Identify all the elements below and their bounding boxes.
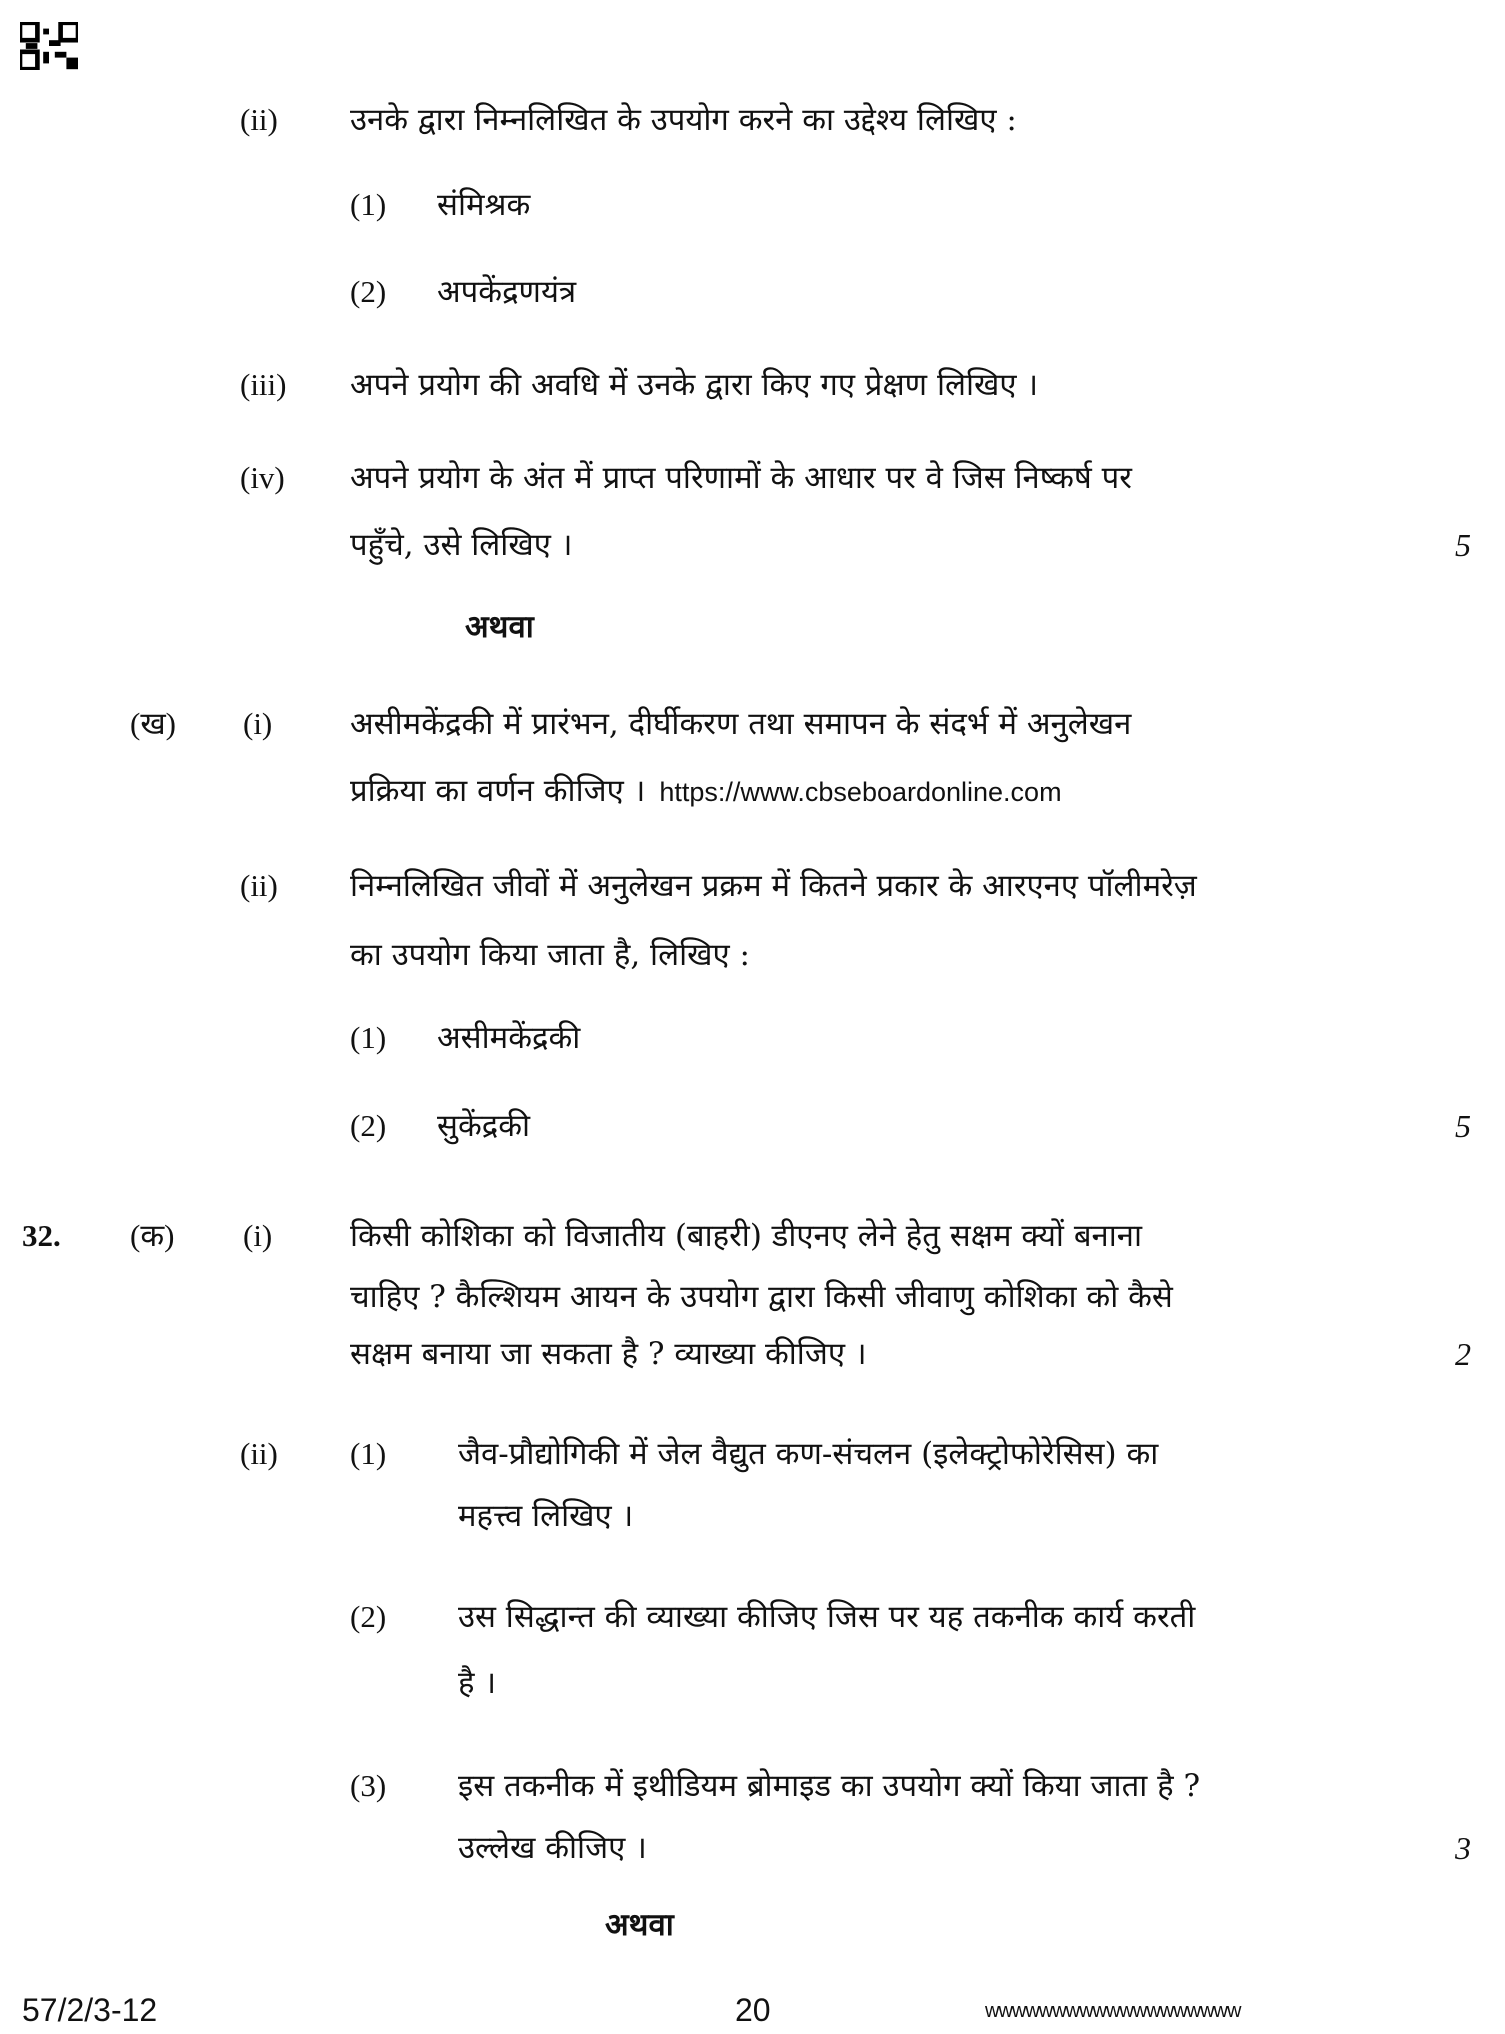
or-separator: अथवा — [605, 1907, 674, 1943]
question-text: पहुँचे, उसे लिखिए । — [350, 527, 573, 563]
item-label: (2) — [350, 1108, 387, 1143]
item-text: अपकेंद्रणयंत्र — [437, 274, 577, 310]
item-text: महत्त्व लिखिए । — [458, 1498, 634, 1534]
subpart-label: (ii) — [240, 868, 278, 903]
item-label: (1) — [350, 1436, 387, 1471]
subpart-label: (ii) — [240, 102, 278, 137]
item-text: असीमकेंद्रकी — [437, 1020, 581, 1056]
item-text: उल्लेख कीजिए । — [458, 1830, 647, 1866]
item-label: (3) — [350, 1768, 387, 1803]
item-label: (2) — [350, 274, 387, 309]
part-label: (क) — [130, 1218, 175, 1253]
question-text: असीमकेंद्रकी में प्रारंभन, दीर्घीकरण तथा समापन के संदर्भ में अनुलेखन — [350, 706, 1132, 742]
paper-code: 57/2/3-12 — [22, 1992, 158, 2028]
marks: 5 — [1455, 527, 1471, 563]
source-url[interactable]: https://www.cbseboardonline.com — [659, 777, 1062, 807]
subpart-label: (ii) — [240, 1436, 278, 1471]
or-separator: अथवा — [465, 609, 534, 645]
question-text: सक्षम बनाया जा सकता है ? व्याख्या कीजिए । — [350, 1336, 867, 1372]
question-text: निम्नलिखित जीवों में अनुलेखन प्रक्रम में कितने प्रकार के आरएनए पॉलीमरेज़ — [350, 868, 1197, 904]
item-label: (2) — [350, 1599, 387, 1634]
item-text: उस सिद्धान्त की व्याख्या कीजिए जिस पर यह तकनीक कार्य करती — [458, 1599, 1196, 1635]
marks: 3 — [1455, 1830, 1471, 1866]
question-text: अपने प्रयोग के अंत में प्राप्त परिणामों के आधार पर वे जिस निष्कर्ष पर — [350, 460, 1132, 496]
item-text: संमिश्रक — [437, 187, 531, 223]
question-text: चाहिए ? कैल्शियम आयन के उपयोग द्वारा किसी जीवाणु कोशिका को कैसे — [350, 1279, 1173, 1315]
marks: 5 — [1455, 1108, 1471, 1144]
item-text: सुकेंद्रकी — [437, 1108, 531, 1144]
item-label: (1) — [350, 1020, 387, 1055]
question-text: उनके द्वारा निम्नलिखित के उपयोग करने का उद्देश्य लिखिए : — [350, 102, 1017, 138]
marks: 2 — [1455, 1336, 1471, 1372]
qr-code-icon — [20, 22, 78, 70]
question-text: अपने प्रयोग की अवधि में उनके द्वारा किए गए प्रेक्षण लिखिए । — [350, 367, 1039, 403]
question-text: का उपयोग किया जाता है, लिखिए : — [350, 937, 750, 973]
subpart-label: (iv) — [240, 460, 285, 495]
question-text — [350, 771, 1062, 812]
question-text-line: प्रक्रिया का वर्णन कीजिए । — [350, 773, 646, 809]
item-text: इस तकनीक में इथीडियम ब्रोमाइड का उपयोग क्यों किया जाता है ? — [458, 1768, 1201, 1804]
footer-squiggle: wwwwwwwwwwwwwwwwwww — [985, 2000, 1241, 2022]
part-label: (ख) — [130, 706, 177, 741]
item-text: जैव-प्रौद्योगिकी में जेल वैद्युत कण-संचलन (इलेक्ट्रोफोरेसिस) का — [458, 1436, 1159, 1472]
item-label: (1) — [350, 187, 387, 222]
page-number: 20 — [735, 1992, 771, 2028]
question-text: किसी कोशिका को विजातीय (बाहरी) डीएनए लेने हेतु सक्षम क्यों बनाना — [350, 1218, 1142, 1254]
subpart-label: (i) — [243, 706, 273, 741]
question-number: 32. — [22, 1218, 61, 1253]
subpart-label: (i) — [243, 1218, 273, 1253]
subpart-label: (iii) — [240, 367, 287, 402]
item-text: है । — [458, 1665, 497, 1701]
